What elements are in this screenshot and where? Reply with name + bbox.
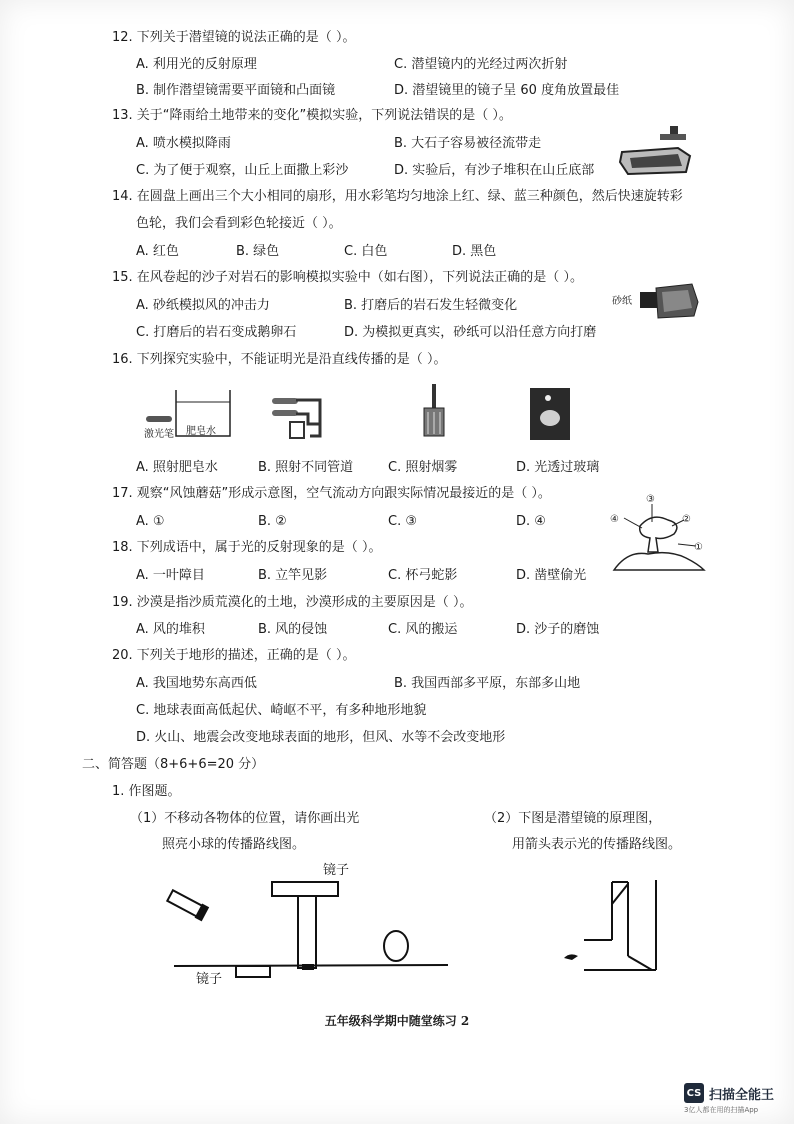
sub-question-1-line2: 照亮小球的传播路线图。 (162, 837, 306, 852)
question-13: 13. 关于“降雨给土地带来的变化”模拟实验，下列说法错误的是（ ）。 (112, 108, 512, 123)
q13-option-d: D. 实验后，有沙子堆积在山丘底部 (394, 163, 595, 178)
question-18: 18. 下列成语中，属于光的反射现象的是（ ）。 (112, 540, 382, 555)
q12-option-a: A. 利用光的反射原理 (136, 57, 257, 72)
periscope-drawing (560, 876, 670, 976)
q14-option-c: C. 白色 (344, 244, 388, 259)
q20-option-a: A. 我国地势东高西低 (136, 676, 257, 691)
glass-experiment-figure (530, 388, 570, 440)
sandpaper-label: 砂纸 (612, 296, 632, 307)
question-20: 20. 下列关于地形的描述，正确的是（ ）。 (112, 648, 356, 663)
q15-option-b: B. 打磨后的岩石发生轻微变化 (344, 298, 518, 313)
q19-option-d: D. 沙子的磨蚀 (516, 622, 600, 637)
item-1-title: 1. 作图题。 (112, 784, 181, 799)
sub-question-2-line1: （2）下图是潜望镜的原理图， (484, 811, 662, 826)
page-footer: 五年级科学期中随堂练习 2 (324, 1014, 470, 1028)
q16-option-d: D. 光透过玻璃 (516, 460, 600, 475)
q18-option-d: D. 凿壁偷光 (516, 568, 587, 583)
q17-option-d: D. ④ (516, 514, 546, 529)
mirror-top-label: 镜子 (323, 863, 350, 878)
section-2-title: 二、简答题（8+6+6=20 分） (82, 757, 265, 772)
q15-option-a: A. 砂纸模拟风的冲击力 (136, 298, 270, 313)
q13-option-a: A. 喷水模拟降雨 (136, 136, 231, 151)
question-19: 19. 沙漠是指沙质荒漠化的土地，沙漠形成的主要原因是（ ）。 (112, 595, 473, 610)
wind-mushroom-figure (608, 494, 708, 574)
question-16: 16. 下列探究实验中，不能证明光是沿直线传播的是（ ）。 (112, 352, 447, 367)
sub-question-1-line1: （1）不移动各物体的位置，请你画出光 (130, 811, 360, 826)
laser-pen-label: 激光笔 (144, 429, 174, 440)
q16-option-b: B. 照射不同管道 (258, 460, 354, 475)
q18-option-a: A. 一叶障目 (136, 568, 205, 583)
q19-option-a: A. 风的堆积 (136, 622, 205, 637)
q15-option-c: C. 打磨后的岩石变成鹅卵石 (136, 325, 297, 340)
q18-option-c: C. 杯弓蛇影 (388, 568, 458, 583)
q13-option-b: B. 大石子容易被径流带走 (394, 136, 542, 151)
camscanner-logo (684, 1083, 774, 1103)
q20-option-d: D. 火山、地震会改变地球表面的地形，但风、水等不会改变地形 (136, 730, 506, 745)
q17-option-c: C. ③ (388, 514, 417, 529)
rock-sandpaper-figure (640, 282, 700, 322)
mark-3: ③ (646, 494, 655, 505)
q16-option-c: C. 照射烟雾 (388, 460, 458, 475)
mark-4: ④ (610, 514, 619, 525)
camscanner-tagline: 3亿人都在用的扫描App (684, 1106, 759, 1114)
sub-question-2-line2: 用箭头表示光的传播路线图。 (512, 837, 682, 852)
mirror-bottom-label: 镜子 (196, 972, 223, 987)
question-12: 12. 下列关于潜望镜的说法正确的是（ ）。 (112, 30, 356, 45)
q14-option-d: D. 黑色 (452, 244, 497, 259)
question-14-cont: 色轮，我们会看到彩色轮接近（ ）。 (136, 216, 342, 231)
q15-option-d: D. 为模拟更真实，砂纸可以沿任意方向打磨 (344, 325, 597, 340)
question-17: 17. 观察“风蚀蘑菇”形成示意图，空气流动方向跟实际情况最接近的是（ ）。 (112, 486, 551, 501)
soap-water-label: 肥皂水 (186, 426, 216, 437)
q14-option-a: A. 红色 (136, 244, 179, 259)
q20-option-c: C. 地球表面高低起伏、崎岖不平，有多种地形地貌 (136, 703, 427, 718)
camscanner-icon: CS (684, 1083, 704, 1103)
q17-option-a: A. ① (136, 514, 165, 529)
mark-2: ② (682, 514, 691, 525)
q12-option-b: B. 制作潜望镜需要平面镜和凸面镜 (136, 83, 336, 98)
tubes-experiment-figure (272, 396, 328, 442)
q14-option-b: B. 绿色 (236, 244, 280, 259)
q17-option-b: B. ② (258, 514, 287, 529)
q16-option-a: A. 照射肥皂水 (136, 460, 218, 475)
question-14: 14. 在圆盘上画出三个大小相同的扇形，用水彩笔均匀地涂上红、绿、蓝三种颜色，然后快速旋转彩 (112, 189, 683, 204)
q18-option-b: B. 立竿见影 (258, 568, 328, 583)
q12-option-d: D. 潜望镜里的镜子呈 60 度角放置最佳 (394, 83, 620, 98)
question-15: 15. 在风卷起的沙子对岩石的影响模拟实验中（如右图），下列说法正确的是（ ）。 (112, 270, 583, 285)
mark-1: ① (694, 542, 703, 553)
q13-option-c: C. 为了便于观察，山丘上面撒上彩沙 (136, 163, 349, 178)
q12-option-c: C. 潜望镜内的光经过两次折射 (394, 57, 568, 72)
q19-option-c: C. 风的搬运 (388, 622, 458, 637)
q19-option-b: B. 风的侵蚀 (258, 622, 328, 637)
light-path-drawing (160, 878, 460, 978)
erosion-tray-figure (618, 122, 694, 178)
camscanner-name: 扫描全能王 (709, 1087, 775, 1103)
q20-option-b: B. 我国西部多平原，东部多山地 (394, 676, 581, 691)
smoke-experiment-figure (420, 384, 450, 440)
